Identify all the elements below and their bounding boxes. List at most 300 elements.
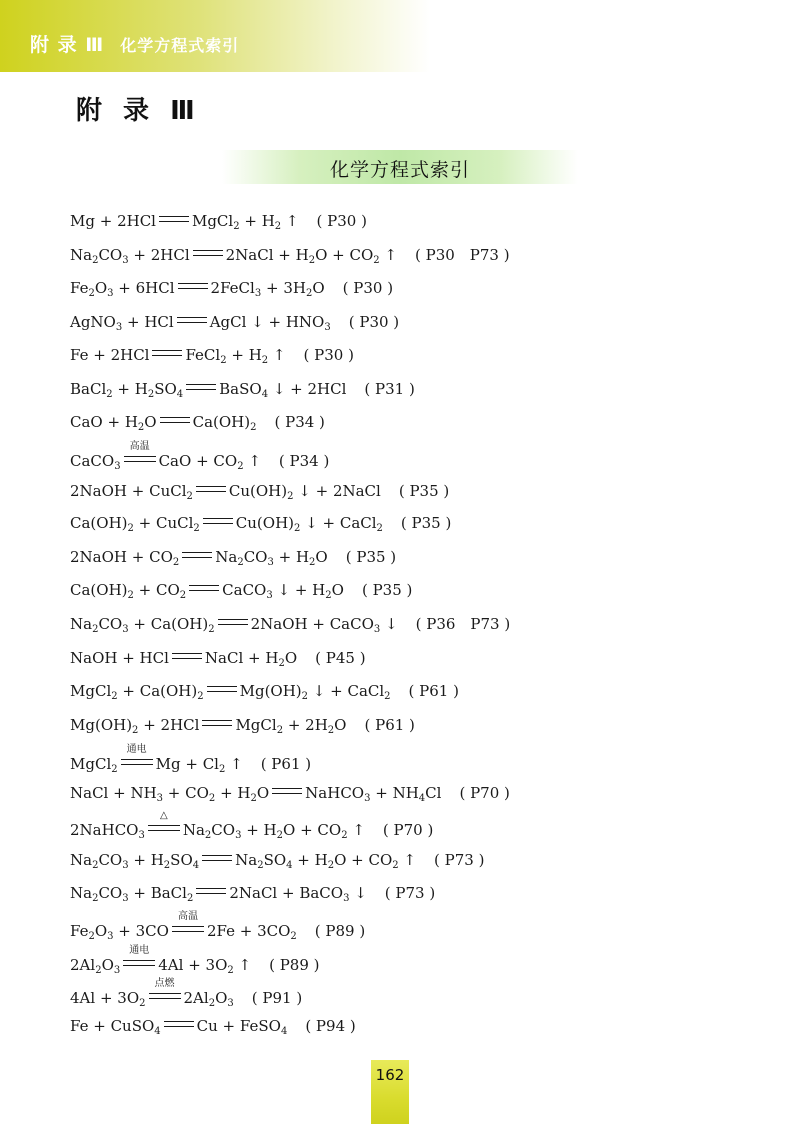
equation-products xyxy=(251,615,398,633)
formula-text: + BaCl xyxy=(128,884,187,902)
equals-sign xyxy=(207,686,237,692)
equation-row xyxy=(70,810,434,841)
formula-text: ↓ + 2NaCl xyxy=(293,482,381,500)
equation-row xyxy=(70,278,393,298)
subscript: 2 xyxy=(294,523,301,534)
equation-products xyxy=(222,581,344,599)
subscript: 2 xyxy=(341,830,348,841)
subscript: 2 xyxy=(392,860,399,871)
subscript: 2 xyxy=(137,422,145,433)
subscript: 2 xyxy=(276,725,284,736)
subscript: 3 xyxy=(267,557,274,568)
formula-text: 2Al xyxy=(70,956,96,974)
equation-reactants xyxy=(70,851,199,869)
reaction-condition-sign xyxy=(172,911,204,932)
formula-text: CaO + CO xyxy=(158,452,238,470)
formula-text: + 2HCl xyxy=(128,246,190,264)
formula-text: ↓ + H xyxy=(272,581,326,599)
formula-text: O xyxy=(334,716,347,734)
reaction-condition: 高温 xyxy=(129,441,150,452)
subscript: 2 xyxy=(88,288,95,299)
equation-products xyxy=(156,755,243,773)
equation-products xyxy=(305,784,441,802)
formula-text: AgCl ↓ + HNO xyxy=(209,313,325,331)
equation-reactants xyxy=(70,716,199,734)
formula-text: Fe + CuSO xyxy=(70,1017,155,1035)
page-reference: ( P35 ) xyxy=(398,482,450,500)
equation-row xyxy=(70,580,412,600)
formula-text: Mg + 2HCl xyxy=(70,212,156,230)
equation-row xyxy=(70,945,320,976)
running-header xyxy=(30,30,239,57)
equals-sign xyxy=(202,720,232,726)
equation-reactants xyxy=(70,821,145,839)
subscript: 2 xyxy=(327,725,335,736)
formula-text: ↓ + 2HCl xyxy=(268,380,347,398)
equation-products xyxy=(183,821,365,839)
equation-products xyxy=(193,413,257,431)
formula-text: SO xyxy=(263,851,287,869)
equation-row xyxy=(70,245,510,265)
subscript: 2 xyxy=(92,860,99,871)
equation-reactants xyxy=(70,884,193,902)
equation-row xyxy=(70,783,510,803)
equation-row xyxy=(70,412,325,432)
formula-text: ↑ xyxy=(233,956,252,974)
equation-reactants xyxy=(70,1017,161,1035)
subscript: 2 xyxy=(147,389,155,400)
equation-reactants xyxy=(70,279,175,297)
equation-products xyxy=(158,956,251,974)
equation-reactants xyxy=(70,682,204,700)
reaction-condition-sign xyxy=(124,441,156,462)
formula-text: CaO + H xyxy=(70,413,138,431)
formula-text: CO xyxy=(243,548,268,566)
formula-text: CaCO xyxy=(222,581,267,599)
page-reference: ( P35 ) xyxy=(400,514,452,532)
equation-products xyxy=(236,514,383,532)
equation-reactants xyxy=(70,212,156,230)
formula-text: BaSO xyxy=(219,380,262,398)
formula-text: Na xyxy=(70,884,93,902)
equals-sign xyxy=(172,653,202,659)
formula-text: ↑ xyxy=(225,755,243,773)
formula-text: NaOH + HCl xyxy=(70,649,169,667)
formula-text: 2NaOH + CO xyxy=(70,548,173,566)
equation-products xyxy=(226,246,397,264)
page-reference: ( P89 ) xyxy=(269,956,320,974)
formula-text: CO xyxy=(98,851,123,869)
equation-row xyxy=(70,513,451,533)
formula-text: 2NaOH + CaCO xyxy=(250,615,374,633)
reaction-condition-sign xyxy=(123,945,155,966)
formula-text: + Ca(OH) xyxy=(117,682,198,700)
equation-reactants xyxy=(70,413,157,431)
formula-text: Mg(OH) xyxy=(70,716,133,734)
page-reference: ( P30 ) xyxy=(342,279,394,297)
subscript: 2 xyxy=(373,255,380,266)
subscript: 2 xyxy=(305,288,313,299)
equation-row xyxy=(70,1016,356,1036)
page-reference: ( P61 ) xyxy=(364,716,415,734)
equation-reactants xyxy=(70,452,121,470)
formula-text: + CuCl xyxy=(133,514,194,532)
equals-sign xyxy=(193,250,223,256)
equals-sign xyxy=(272,788,302,794)
formula-text: + 2HCl xyxy=(138,716,200,734)
equation-products xyxy=(185,346,285,364)
reaction-condition-sign xyxy=(149,978,181,999)
formula-text: O + CO xyxy=(283,821,342,839)
running-header-label: 附 录 Ⅲ xyxy=(30,34,105,56)
equation-products xyxy=(229,482,381,500)
subscript: 3 xyxy=(122,624,129,635)
formula-text: Na xyxy=(70,615,93,633)
equals-sign xyxy=(186,384,216,390)
subscript: 2 xyxy=(208,998,216,1009)
formula-text: + 3CO xyxy=(113,922,169,940)
subscript: 4 xyxy=(192,860,200,871)
running-header-title: 化学方程式索引 xyxy=(120,36,240,55)
subscript: 4 xyxy=(418,793,426,804)
equation-reactants xyxy=(70,313,174,331)
equation-products xyxy=(240,682,391,700)
formula-text: Ca(OH) xyxy=(70,581,128,599)
page-reference: ( P61 ) xyxy=(260,755,312,773)
page-reference: ( P34 ) xyxy=(278,452,330,470)
page-reference: ( P91 ) xyxy=(251,989,303,1007)
subscript: 2 xyxy=(92,624,99,635)
formula-text: Na xyxy=(70,246,93,264)
formula-text: BaCl xyxy=(70,380,107,398)
page-reference: ( P73 ) xyxy=(434,851,485,869)
formula-text: MgCl xyxy=(235,716,277,734)
subscript: 2 xyxy=(204,830,212,841)
formula-text: Cu(OH) xyxy=(235,514,295,532)
formula-text: SO xyxy=(154,380,177,398)
subscript: 4 xyxy=(154,1026,161,1037)
equation-row xyxy=(70,211,367,231)
page-reference: ( P31 ) xyxy=(364,380,415,398)
equation-row xyxy=(70,681,459,701)
formula-text: + 2H xyxy=(283,716,328,734)
subscript: 2 xyxy=(92,893,99,904)
subscript: 4 xyxy=(176,389,184,400)
equals-sign xyxy=(196,888,226,894)
page-reference: ( P73 ) xyxy=(384,884,436,902)
subscript: 2 xyxy=(106,389,113,400)
formula-text: NaCl + H xyxy=(204,649,279,667)
formula-text: 2Al xyxy=(183,989,209,1007)
subscript: 3 xyxy=(122,893,129,904)
formula-text: Ca(OH) xyxy=(192,413,251,431)
formula-text: + CO xyxy=(163,784,209,802)
page-reference: ( P36 P73 ) xyxy=(415,615,511,633)
subscript: 2 xyxy=(309,557,316,568)
subscript: 2 xyxy=(186,491,193,502)
subscript: 2 xyxy=(193,523,200,534)
subscript: 2 xyxy=(139,998,146,1009)
subscript: 2 xyxy=(325,590,332,601)
subscript: 3 xyxy=(122,255,129,266)
formula-text: ↓ xyxy=(380,615,398,633)
equation-row xyxy=(70,850,484,870)
formula-text: AgNO xyxy=(70,313,116,331)
subscript: 3 xyxy=(138,830,145,841)
formula-text: + 3H xyxy=(261,279,306,297)
reaction-condition: △ xyxy=(159,810,168,821)
equation-row xyxy=(70,648,366,668)
subscript: 3 xyxy=(227,998,234,1009)
equals-sign xyxy=(177,317,207,323)
equals-sign xyxy=(203,518,233,524)
subscript: 3 xyxy=(343,893,350,904)
equation-products xyxy=(205,649,297,667)
formula-text: 2NaCl + BaCO xyxy=(229,884,344,902)
subscript: 2 xyxy=(172,557,180,568)
equation-products xyxy=(184,989,234,1007)
equation-reactants xyxy=(70,649,169,667)
formula-text: NaCl + NH xyxy=(70,784,157,802)
subscript: 3 xyxy=(113,965,121,976)
equation-row xyxy=(70,614,510,634)
equation-row xyxy=(70,744,312,775)
subscript: 2 xyxy=(237,461,244,472)
equals-sign xyxy=(202,855,232,861)
subscript: 2 xyxy=(111,764,118,775)
subscript: 2 xyxy=(250,793,257,804)
page-reference: ( P61 ) xyxy=(408,682,459,700)
subscript: 2 xyxy=(88,931,95,942)
subscript: 2 xyxy=(208,793,216,804)
subscript: 3 xyxy=(254,288,262,299)
formula-text: CO xyxy=(98,615,123,633)
subscript: 2 xyxy=(208,624,215,635)
equation-row xyxy=(70,883,435,903)
page-reference: ( P30 ) xyxy=(348,313,400,331)
formula-text: MgCl xyxy=(70,755,112,773)
formula-text: MgCl xyxy=(191,212,234,230)
subscript: 3 xyxy=(373,624,381,635)
reaction-condition: 高温 xyxy=(177,911,198,922)
equation-reactants xyxy=(70,922,169,940)
equation-row xyxy=(70,379,415,399)
subscript: 2 xyxy=(197,691,204,702)
equation-products xyxy=(159,452,261,470)
equation-row xyxy=(70,312,399,332)
reaction-condition-sign xyxy=(148,810,180,831)
subscript: 2 xyxy=(179,590,187,601)
formula-text: + H xyxy=(112,380,148,398)
equals-sign xyxy=(152,350,182,356)
subscript: 2 xyxy=(227,965,234,976)
formula-text: + H xyxy=(226,346,262,364)
subscript: 2 xyxy=(92,255,99,266)
formula-text: + HCl xyxy=(122,313,174,331)
equals-sign xyxy=(218,619,248,625)
equation-products xyxy=(197,1017,288,1035)
equation-products xyxy=(192,212,299,230)
page-reference: ( P35 ) xyxy=(345,548,397,566)
formula-text: + Ca(OH) xyxy=(128,615,209,633)
equation-reactants xyxy=(70,548,179,566)
subscript: 3 xyxy=(364,793,371,804)
equation-products xyxy=(207,922,297,940)
equation-reactants xyxy=(70,784,269,802)
formula-text: O xyxy=(256,784,270,802)
subscript: 2 xyxy=(261,355,269,366)
page-title: 附 录 Ⅲ xyxy=(76,96,201,126)
formula-text: NaHCO xyxy=(305,784,365,802)
formula-text: + H xyxy=(215,784,251,802)
formula-text: Cl xyxy=(425,784,442,802)
formula-text: ↑ xyxy=(281,212,299,230)
equation-reactants xyxy=(70,514,200,532)
subscript: 3 xyxy=(122,860,129,871)
page-number: 162 xyxy=(375,1066,405,1084)
formula-text: O xyxy=(101,956,114,974)
equation-reactants xyxy=(70,482,193,500)
equation-row xyxy=(70,481,449,501)
subscript: 4 xyxy=(280,1026,288,1037)
formula-text: Cu + FeSO xyxy=(196,1017,281,1035)
subscript: 2 xyxy=(301,691,309,702)
subscript: 3 xyxy=(235,830,242,841)
subscript: 2 xyxy=(290,931,297,942)
equals-sign xyxy=(182,552,212,558)
formula-text: ↑ xyxy=(268,346,286,364)
formula-text: 2NaCl + H xyxy=(225,246,309,264)
subscript: 2 xyxy=(127,523,134,534)
formula-text: Na xyxy=(182,821,205,839)
equation-reactants xyxy=(70,755,118,773)
equation-reactants xyxy=(70,956,120,974)
equation-row xyxy=(70,441,330,472)
equals-sign xyxy=(196,486,226,492)
equation-reactants xyxy=(70,380,183,398)
equation-products xyxy=(235,716,346,734)
subscript: 2 xyxy=(250,422,257,433)
formula-text: + H xyxy=(239,212,275,230)
page-reference: ( P89 ) xyxy=(314,922,366,940)
formula-text: ↑ xyxy=(243,452,261,470)
formula-text: CO xyxy=(98,246,123,264)
equals-sign xyxy=(178,283,208,289)
page-reference: ( P30 ) xyxy=(316,212,367,230)
equation-products xyxy=(229,884,366,902)
subscript: 2 xyxy=(132,725,139,736)
equals-sign xyxy=(164,1021,194,1027)
formula-text: + NH xyxy=(370,784,419,802)
formula-text: 2FeCl xyxy=(210,279,255,297)
formula-text: CO xyxy=(98,884,123,902)
subscript: 2 xyxy=(278,658,285,669)
equation-row xyxy=(70,547,396,567)
subscript: 2 xyxy=(95,965,102,976)
equation-reactants xyxy=(70,246,190,264)
equation-products xyxy=(211,279,325,297)
equals-sign xyxy=(189,585,219,591)
subscript: 2 xyxy=(276,830,284,841)
formula-text: Mg + Cl xyxy=(155,755,219,773)
equation-products xyxy=(219,380,346,398)
formula-text: Fe xyxy=(70,279,89,297)
equals-sign xyxy=(160,417,190,423)
formula-text: 2NaOH + CuCl xyxy=(70,482,187,500)
formula-text: Cu(OH) xyxy=(228,482,288,500)
equation-row xyxy=(70,911,366,942)
subscript: 3 xyxy=(107,931,114,942)
formula-text: Na xyxy=(235,851,258,869)
subscript: 3 xyxy=(324,322,331,333)
formula-text: ↓ + CaCl xyxy=(308,682,385,700)
reaction-condition: 通电 xyxy=(129,945,150,956)
formula-text: Fe xyxy=(70,922,89,940)
formula-text: Mg(OH) xyxy=(239,682,302,700)
formula-text: Fe + 2HCl xyxy=(70,346,150,364)
subscript: 2 xyxy=(308,255,316,266)
formula-text: + H xyxy=(292,851,328,869)
page-reference: ( P70 ) xyxy=(382,821,434,839)
page-reference: ( P30 P73 ) xyxy=(414,246,510,264)
formula-text: ↑ xyxy=(398,851,416,869)
subscript: 2 xyxy=(218,764,226,775)
reaction-condition-sign xyxy=(121,744,153,765)
equation-reactants xyxy=(70,615,215,633)
equation-products xyxy=(210,313,331,331)
equals-sign xyxy=(159,216,189,222)
formula-text: CaCO xyxy=(70,452,115,470)
page-reference: ( P70 ) xyxy=(459,784,510,802)
formula-text: ↓ xyxy=(349,884,367,902)
formula-text: MgCl xyxy=(70,682,112,700)
subscript: 2 xyxy=(220,355,227,366)
formula-text: 2Fe + 3CO xyxy=(206,922,291,940)
formula-text: Ca(OH) xyxy=(70,514,128,532)
formula-text: + CO xyxy=(133,581,180,599)
subscript: 2 xyxy=(111,691,118,702)
equation-row xyxy=(70,345,354,365)
formula-text: + H xyxy=(128,851,164,869)
formula-text: 4Al + 3O xyxy=(70,989,140,1007)
subscript: 2 xyxy=(127,590,134,601)
formula-text: + H xyxy=(273,548,310,566)
formula-text: CO xyxy=(211,821,236,839)
section-title: 化学方程式索引 xyxy=(329,159,470,181)
formula-text: O xyxy=(144,413,157,431)
formula-text: O xyxy=(284,649,298,667)
subscript: 2 xyxy=(237,557,244,568)
formula-text: 2NaHCO xyxy=(70,821,139,839)
page-reference: ( P45 ) xyxy=(315,649,366,667)
equation-row xyxy=(70,715,415,735)
subscript: 3 xyxy=(115,322,123,333)
formula-text: Na xyxy=(70,851,93,869)
formula-text: O xyxy=(215,989,228,1007)
formula-text: + 6HCl xyxy=(113,279,175,297)
subscript: 4 xyxy=(286,860,293,871)
subscript: 2 xyxy=(186,893,194,904)
subscript: 3 xyxy=(266,590,273,601)
formula-text: + H xyxy=(241,821,277,839)
page-reference: ( P35 ) xyxy=(361,581,413,599)
formula-text: O + CO xyxy=(334,851,393,869)
subscript: 3 xyxy=(156,793,164,804)
subscript: 2 xyxy=(233,221,240,232)
subscript: 2 xyxy=(287,491,294,502)
formula-text: O xyxy=(331,581,344,599)
equation-products xyxy=(235,851,416,869)
